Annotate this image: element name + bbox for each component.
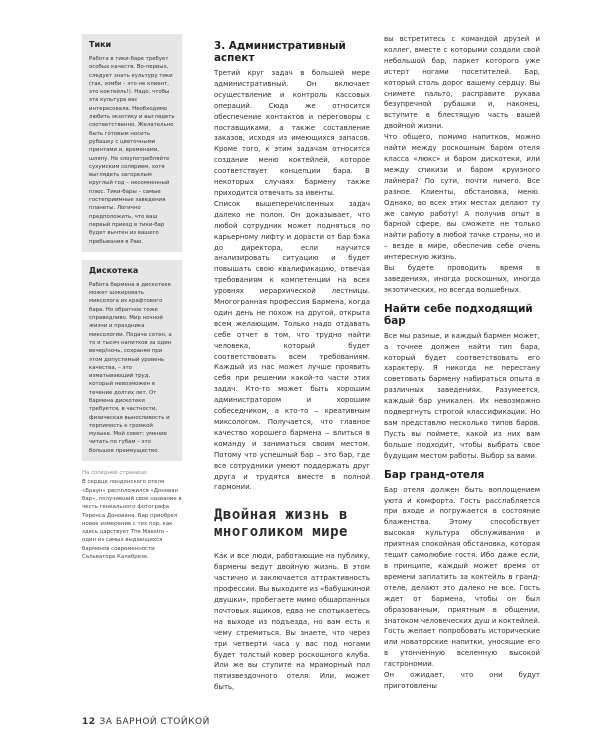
- sidebar: [82, 34, 182, 561]
- section-heading: Бар гранд-отеля: [384, 468, 485, 481]
- paragraph: Третий круг задач в большей мере административный. Он включает осуществление и контроль кассовых операций. Сюда же относится обеспечение контактов и переговоры с поставщиками, а также составление заказов, исходя из имеющихся запасов. Кроме того, к этим задачам относится создание меню коктейлей, которое соответствует концепции бара. В некоторых случаях бармену также приходится отвечать за ивенты.: [214, 69, 370, 197]
- paragraph: Вы будете проводить время в заведениях, иногда роскошных, иногда экзотических, но всегда волшебных.: [384, 264, 540, 294]
- sidebar-box-discotheque: [82, 260, 182, 461]
- section-heading: 3. Административный аспект: [214, 40, 346, 64]
- paragraph: Он ожидает, что они будут приготовлены: [384, 671, 540, 690]
- sidebar-box-tiki: [82, 34, 182, 252]
- column-right: [384, 34, 540, 692]
- chapter-heading: Двойная жизнь в многоликом мире: [214, 507, 348, 541]
- sidebar-box-body: Работа бармена в дискотеке может шокировать миксолога из крафтового бара. Но обратное тоже справедливо. Мир ночной жизни и праздника миксологии. Подача сотен, а то и тысяч напитков за один вечер/ночь, сохраняя при этом допустимый уровень качества, – это изматывающий труд, который невозможен в течение долгих лет. От бармена дискотеки требуется, в частности, физическая выносливость и терпимость к громкой музыке. Мой совет: умение читать по губам – это большое преимущество.: [89, 281, 172, 454]
- paragraph: Все мы разные, и каждый бармен может, а точнее должен найти тип бара, который будет соответствовать его характеру. Я никогда не перестану советовать бармену набираться опыта в различных заведениях. Разумеется, каждый бар уникален. Их невозможно подвергнуть строгой классификации. Но вам представлю несколько типов баров. Пусть вы поймете, какой из них вам больше подходит, чтобы выбрать свое будущим местом работы. Выбор за вами.: [384, 331, 540, 460]
- running-title: ЗА БАРНОЙ СТОЙКОЙ: [99, 717, 210, 727]
- paragraph: Бар отеля должен быть воплощением уюта и комфорта. Гость расслабляется при входе и погружается в состояние блаженства. Этому способствует высокая культура обслуживания и приятная спокойная обстановка, которая тешит самолюбие гостя. Ибо даже если, в принципе, каждый может время от времени заплатить за коктейль в гранд-отеле, делают это далеко не все. Гость ждет от бармена, чтобы он был образованным, приятным в общении, знатоком человеческих душ и коктейлей. Гость желает попробовать исторические или новаторские напитки, уносящие его в утонченную вселенную высокой гастрономии.: [384, 485, 540, 669]
- paragraph: Список вышеперечисленных задач далеко не полон. Он доказывает, что любой сотрудник может подняться по карьерному лифту и дорасти от бар бэка до директора, если научится анализировать ситуацию и будет повышать свою квалификацию, отвечая требованиям к компетенции на всех уровнях иерархической лестницы. Многогранная профессия Бармена, когда один день не похож на другой, открыта всем желающим. Только надо отдавать себе отчет в том, что трудно найти человека, который будет соответствовать всем требованиям. Каждый из нас может лучше проявить себя при решении какой-то части этих задач. Кто-то может быть хорошим администратором и хорошим собеседником, а кто-то ‒ креативным миксологом. Получается, что главное качество хорошего бармена ‒ влиться в команду и заниматься своим местом. Потому что успешный бар ‒ это бар, где все сотрудники умеют поддержать друг друга и трудятся вместе в полной гармонии.: [214, 199, 370, 492]
- sidebar-box-title: Тики: [89, 40, 112, 49]
- page-footer: [82, 717, 210, 727]
- paragraph: Как и все люди, работающие на публику, бармены ведут двойную жизнь. В этом частично и заключается аттрактивность профессии. Вы выходите из «бабушкиной двушки», пробегаете мимо обшарпанных почтовых ящиков, едва не спотыкаетесь на выходе из подъезда, но вам есть к чему стремиться. Вы знаете, что через три четверти часа у вас под ногами будет толстый ковер роскошного клуба. Или же вы ступите на мраморный пол пятизвездочного отеля. Или, может быть,: [214, 552, 370, 692]
- section-heading: Найти себе подходящий бар: [384, 302, 533, 327]
- column-middle: [214, 40, 370, 693]
- related-note-label: На соседней странице:: [82, 470, 149, 477]
- related-note: [82, 469, 182, 561]
- sidebar-box-body: Работа в тики-баре требует особых качеств. Во-первых, следует знать культуру тики (так, зомби – это не клиент, это коктейль!). Надо, чтобы эта культура вас интересовала. Необходимо любить экзотику и выглядеть соответственно. Желательно быть готовым носить рубашку с цветочными принтами и, временами, шляпу. Не злоупотребляйте сухумским солярием, хотя выглядеть загорелым круглый год – несомненный плюс. Тики-бары – самые гостеприимные заведения планеты. Логично предположить, что ваш первый приезд в тики-бар будет вычтен из вашего пребывания в Раю.: [89, 56, 175, 245]
- related-note-text: В сердце лондонского отеля «Браун» расположился «Доновaн бар», получивший свое название в честь гениального фотографа Теренса Донована. Бар приобрел новое измерение с тех пор, как здесь царствует The Maestro – один из самых выдающихся барменов современности Сальваторе Калабрезе.: [82, 479, 182, 561]
- page-number: 12: [82, 717, 96, 727]
- paragraph: вы встретитесь с командой друзей и коллег, вместе с которыми создали свой небольшой бар, паркет которого уже истерт ногами посетителей. Бар, который столь дорог вашему сердцу. Вы снимете пальто, расправите рукава безупречной рубашки и, наконец, вступите в блестящую часть вашей двойной жизни.: [384, 35, 540, 131]
- paragraph: Что общего, помимо напитков, можно найти между роскошным баром отеля класса «люкс» и баром дискотеки, или между спикизи и баром круизного лайнера? По сути, почти ничего. Все разное. Клиенты, обстановка, меню. Однако, во всех этих местах делают ту же самую работу! А получив опыт в барной сфере, вы сможете не только найти работу в любой точке страны, но и – везде в мире, обеспечив себе очень интересную жизнь.: [384, 133, 540, 262]
- sidebar-box-title: Дискотека: [89, 265, 139, 275]
